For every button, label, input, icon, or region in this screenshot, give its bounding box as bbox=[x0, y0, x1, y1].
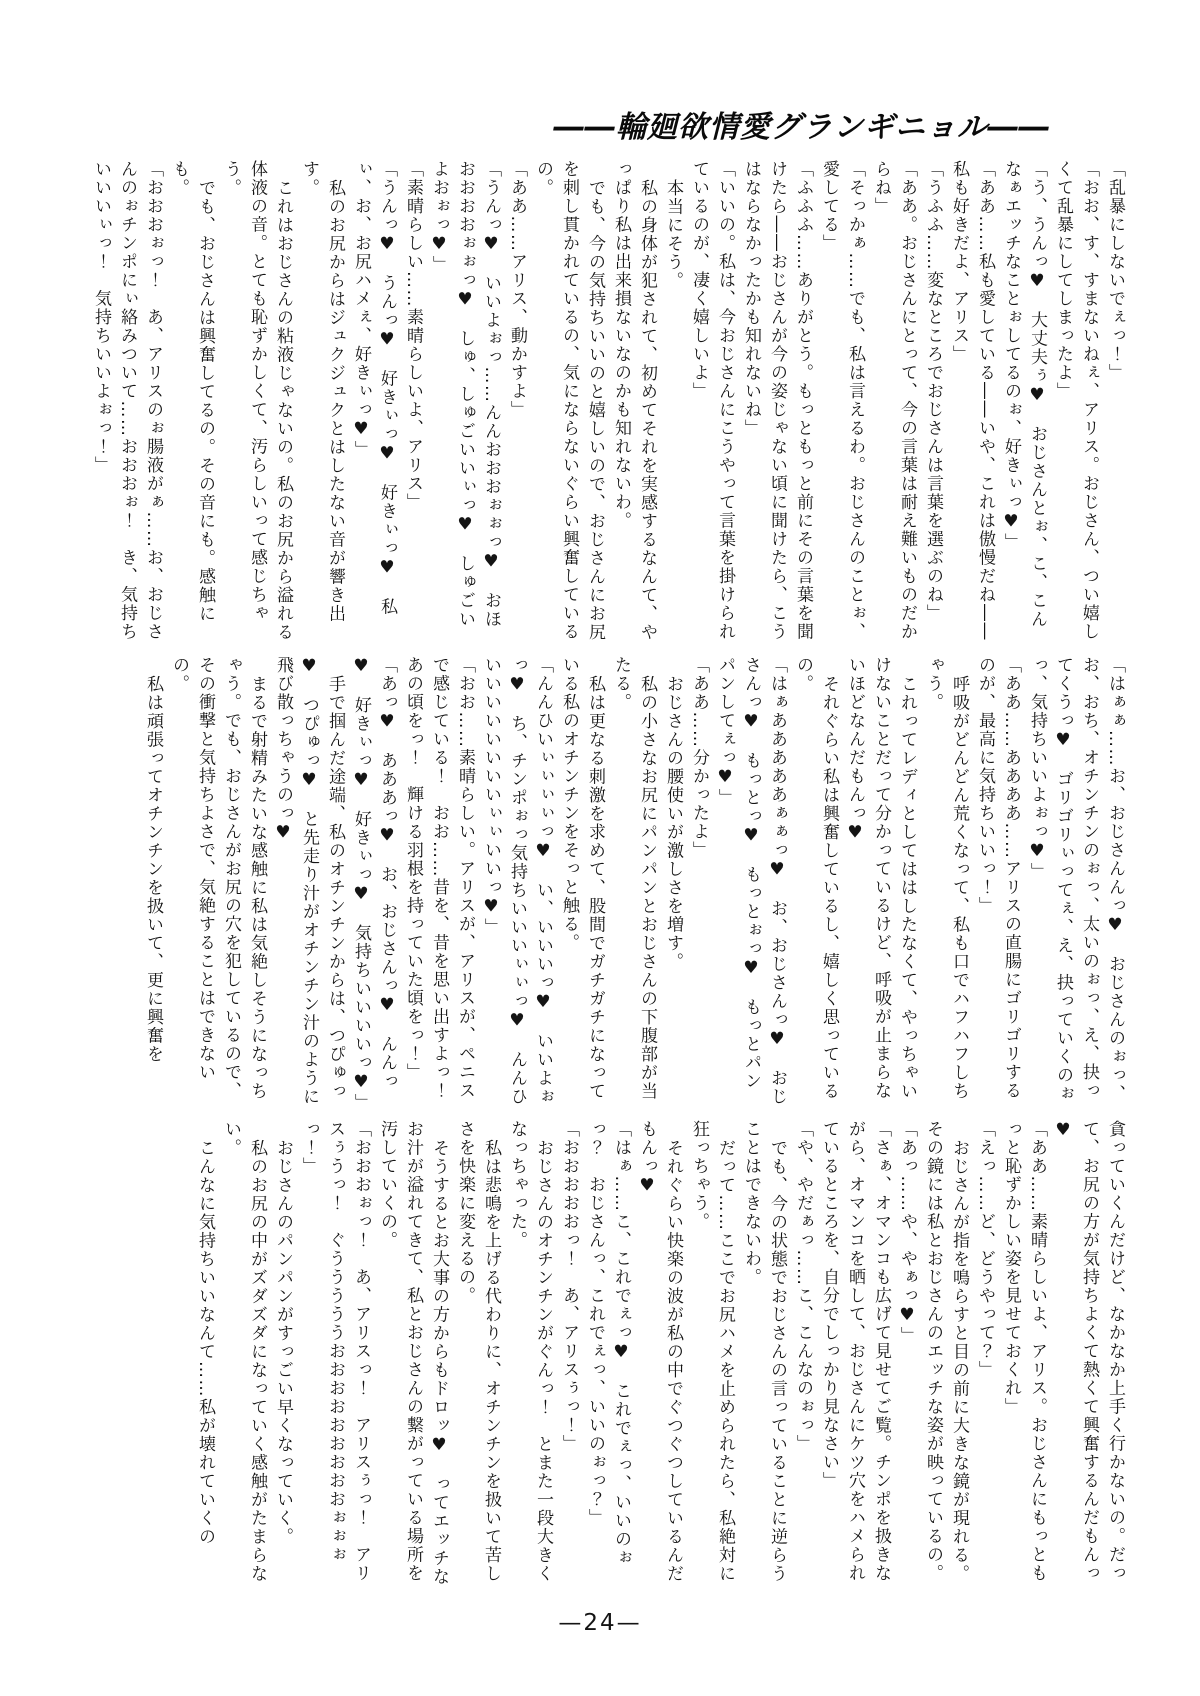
paragraph: 「ああ。おじさんにとって、今の言葉は耐え難いものだからね」 bbox=[871, 160, 917, 641]
paragraph: 手で掴んだ途端、私のオチンチンからは、つぴゅっ♥ つぴゅっ♥ と先走り汁がオチンチン汁のように飛び散っちゃうのっ♥ bbox=[273, 656, 345, 1106]
paragraph: 「おおおぉっ！ あ、アリスっ！ アリスぅっ！ アリスぅうっ！ ぐうううううおおおおおおおおおぉぉぉっ！」 bbox=[299, 1120, 371, 1583]
paragraph: でも、おじさんは興奮してるの。その音にも。感触にも。 bbox=[169, 160, 215, 623]
paragraph: おじさんの腰使いが激しさを増す。 bbox=[663, 674, 683, 971]
paragraph: 「はぁ……こ、これでぇっ♥ これでぇっ、いいのぉっ？ おじさんっ、これでぇっ、いいのぉっ？」 bbox=[585, 1120, 631, 1567]
paragraph: おじさんのオチンチンがぐんっ！ とまた一段大きくなっちゃった。 bbox=[507, 1120, 553, 1583]
paragraph: 「んんひいぃぃぃぃっ♥ い、いいいっ♥ いいよぉっ♥ ち、チンポぉっ気持ちいいいぃぃっ♥ んんひいいいいいいいいぃぃいいっ♥」 bbox=[481, 656, 553, 1106]
paragraph: 「うんっ♥ いいよぉっ……んんおおおぉぉっ♥ おほおおおおぉぉっ♥ しゅ、しゅごいいぃっ♥ しゅごいよおぉっ♥」 bbox=[429, 160, 501, 629]
paragraph: 「乱暴にしないでぇっ！」 bbox=[1105, 160, 1125, 382]
paragraph: 「ああ……アリス、動かすよ」 bbox=[507, 160, 527, 419]
paragraph: 私のお尻の中がズダズダになっていく感触がたまらない。 bbox=[221, 1120, 267, 1583]
paragraph: だって……ここでお尻ハメを止められたら、私絶対に狂っちゃう。 bbox=[689, 1120, 735, 1583]
paragraph: おじさんが指を鳴らすと目の前に大きな鏡が現れる。その鏡には私とおじさんのエッチな姿が映っているの。 bbox=[923, 1120, 969, 1583]
paragraph: 「素晴らしい……素晴らしいよ、アリス」 bbox=[403, 160, 423, 512]
paragraph: 「おおおぉっ！ あ、アリスのぉ腸液がぁ……お、おじさんのぉチンポにぃ絡みついて……おおおぉ！ き、気持ちいいいぃっ！ 気持ちいいよぉっ！」 bbox=[91, 160, 163, 641]
paragraph: 「おお、す、すまないねぇ、アリス。おじさん、つい嬉しくて乱暴にしてしまったよ」 bbox=[1053, 160, 1099, 641]
paragraph: 私は頑張ってオチンチンを扱いて、更に興奮を bbox=[143, 674, 163, 1064]
text-band-top bbox=[66, 160, 1128, 646]
paragraph: 私は悲鳴を上げる代わりに、オチンチンを扱いて苦しさを快楽に変えるの。 bbox=[455, 1120, 501, 1583]
paragraph: 貪っていくんだけど、なかなか上手く行かないの。だって、お尻の方が気持ちよくて熱くて興奮するんだもんっ♥ bbox=[1053, 1120, 1125, 1583]
paragraph: 「うんっ♥ うんっ♥ 好きぃっ♥ 好きぃっ♥ 私ぃ、お、お尻ハメぇ、好きぃっ♥」 bbox=[351, 160, 397, 616]
page-title: ――輪廻欲情愛グランギニョル―― bbox=[554, 110, 1050, 145]
paragraph: 「おお……素晴らしい。アリスが、アリスが、ペニスで感じている！ おお……昔を、昔を思い出すよっ！ あの頃をっ！ 輝ける羽根を持っていた頃をっ！」 bbox=[403, 656, 475, 1119]
paragraph: でも、今の状態でおじさんの言っていることに逆らうことはできないわ。 bbox=[741, 1120, 787, 1583]
paragraph: 「ああ……素晴らしいよ、アリス。おじさんにもっともっと恥ずかしい姿を見せておくれ」 bbox=[1001, 1120, 1047, 1583]
text-band-middle bbox=[66, 656, 1128, 1119]
paragraph: こんなに気持ちいいなんて……私が壊れていくの bbox=[195, 1138, 215, 1546]
paragraph: 「ああ……私も愛している――いや、これは傲慢だね――私も好きだよ、アリス」 bbox=[949, 160, 995, 641]
paragraph: 「や、やだぁっ……こ、こんなのぉっ」 bbox=[793, 1120, 813, 1453]
page-number: —24— bbox=[558, 1610, 642, 1636]
paragraph: それぐらい快楽の波が私の中でぐつぐつしているんだもんっ♥ bbox=[637, 1120, 683, 1583]
paragraph: 私のお尻からはジュクジュクとはしたない音が響き出す。 bbox=[299, 160, 345, 623]
paragraph: 私の身体が犯されて、初めてそれを実感するなんて、やっぱり私は出来損ないなのかも知れないわ。 bbox=[611, 160, 657, 642]
paragraph: 「そっかぁ……でも、私は言えるわ。おじさんのことぉ、愛してる」 bbox=[819, 160, 865, 641]
paragraph: これってレディとしてははしたなくて、やっちゃいけないことだって分かっているけど、呼吸が止まらないほどなんだもんっ♥ bbox=[845, 656, 917, 1101]
paragraph: 「ふふふ……ありがとう。もっともっと前にその言葉を聞けたら――おじさんが今の姿じゃない頃に聞けたら、こうはならなかったかも知れないね」 bbox=[741, 160, 813, 641]
paragraph: 私の小さなお尻にパンパンとおじさんの下腹部が当たる。 bbox=[611, 656, 657, 1101]
paragraph: これはおじさんの粘液じゃないの。私のお尻から溢れる体液の音。とても恥ずかしくて、汚らしいって感じちゃう。 bbox=[221, 160, 293, 642]
paragraph: まるで射精みたいな感触に私は気絶しそうになっちゃう。でも、おじさんがお尻の穴を犯しているので、その衝撃と気持ちよさで、気絶することはできないの。 bbox=[169, 656, 267, 1101]
paragraph: おじさんのパンパンがすっごい早くなっていく。 bbox=[273, 1138, 293, 1546]
paragraph: 「ああ……分かったよ」 bbox=[689, 656, 709, 860]
paragraph: でも、今の気持ちいいのと嬉しいので、おじさんにお尻を刺し貫かれているの、気にならないぐらい興奮しているの。 bbox=[533, 160, 605, 642]
paragraph: 呼吸がどんどん荒くなって、私も口でハフハフしちゃう。 bbox=[923, 656, 969, 1101]
paragraph: 「えっ……ど、どうやって？」 bbox=[975, 1120, 995, 1379]
paragraph: 「おおおおおっ！ あ、アリスぅっ！」 bbox=[559, 1120, 579, 1453]
paragraph: 「はぁあああああぁぁっ♥ お、おじさんっ♥ おじさんっ♥ もっとっ♥ もっとぉっ♥ もっとパンパンしてぇっ♥」 bbox=[715, 656, 787, 1106]
paragraph: 「う、うんっ♥ 大丈夫ぅ♥ おじさんとぉ、こ、こんなぁエッチなことぉしてるのぉ、好きぃっ♥」 bbox=[1001, 160, 1047, 629]
paragraph: 本当にそう。 bbox=[663, 178, 683, 290]
paragraph: 「いいの。私は、今おじさんにこうやって言葉を掛けられているのが、凄く嬉しいよ」 bbox=[689, 160, 735, 641]
paragraph: そうするとお大事の方からもドロッ♥ ってエッチなお汁が溢れてきて、私とおじさんの繋がっている場所を汚していくの。 bbox=[377, 1120, 449, 1586]
paragraph: 私は更なる刺激を求めて、股間でガチガチになっている私のオチンチンをそっと触る。 bbox=[559, 656, 605, 1101]
paragraph: それぐらい私は興奮しているし、嬉しく思っているの。 bbox=[793, 656, 839, 1101]
text-band-bottom bbox=[66, 1120, 1128, 1598]
paragraph: 「あっ♥ あああっ♥ お、おじさんっ♥ んんっ♥ 好きぃっ♥ 好きぃっ♥ 気持ちいいいいっ♥」 bbox=[351, 656, 397, 1112]
paragraph: 「はぁぁ……お、おじさんんっ♥ おじさんのぉっ、お、おち、オチンチンのぉっ、太いのぉっ、え、抉ってくうっ♥ ゴリゴリぃってぇ、え、抉っていくのぉっ、気持ちいいよぉっ♥」 bbox=[1027, 656, 1125, 1103]
paragraph: 「うふふ……変なところでおじさんは言葉を選ぶのね」 bbox=[923, 160, 943, 623]
paragraph: 「さぁ、オマンコも広げて見せてご覧。チンポを扱きながら、オマンコを晒して、おじさんにケツ穴をハメられているところを、自分でしっかり見なさい」 bbox=[819, 1120, 891, 1583]
paragraph: 「ああ……ああああ……アリスの直腸にゴリゴリするのが、最高に気持ちいいっ！」 bbox=[975, 656, 1021, 1100]
paragraph: 「あっ……や、やぁっ♥」 bbox=[897, 1120, 917, 1345]
